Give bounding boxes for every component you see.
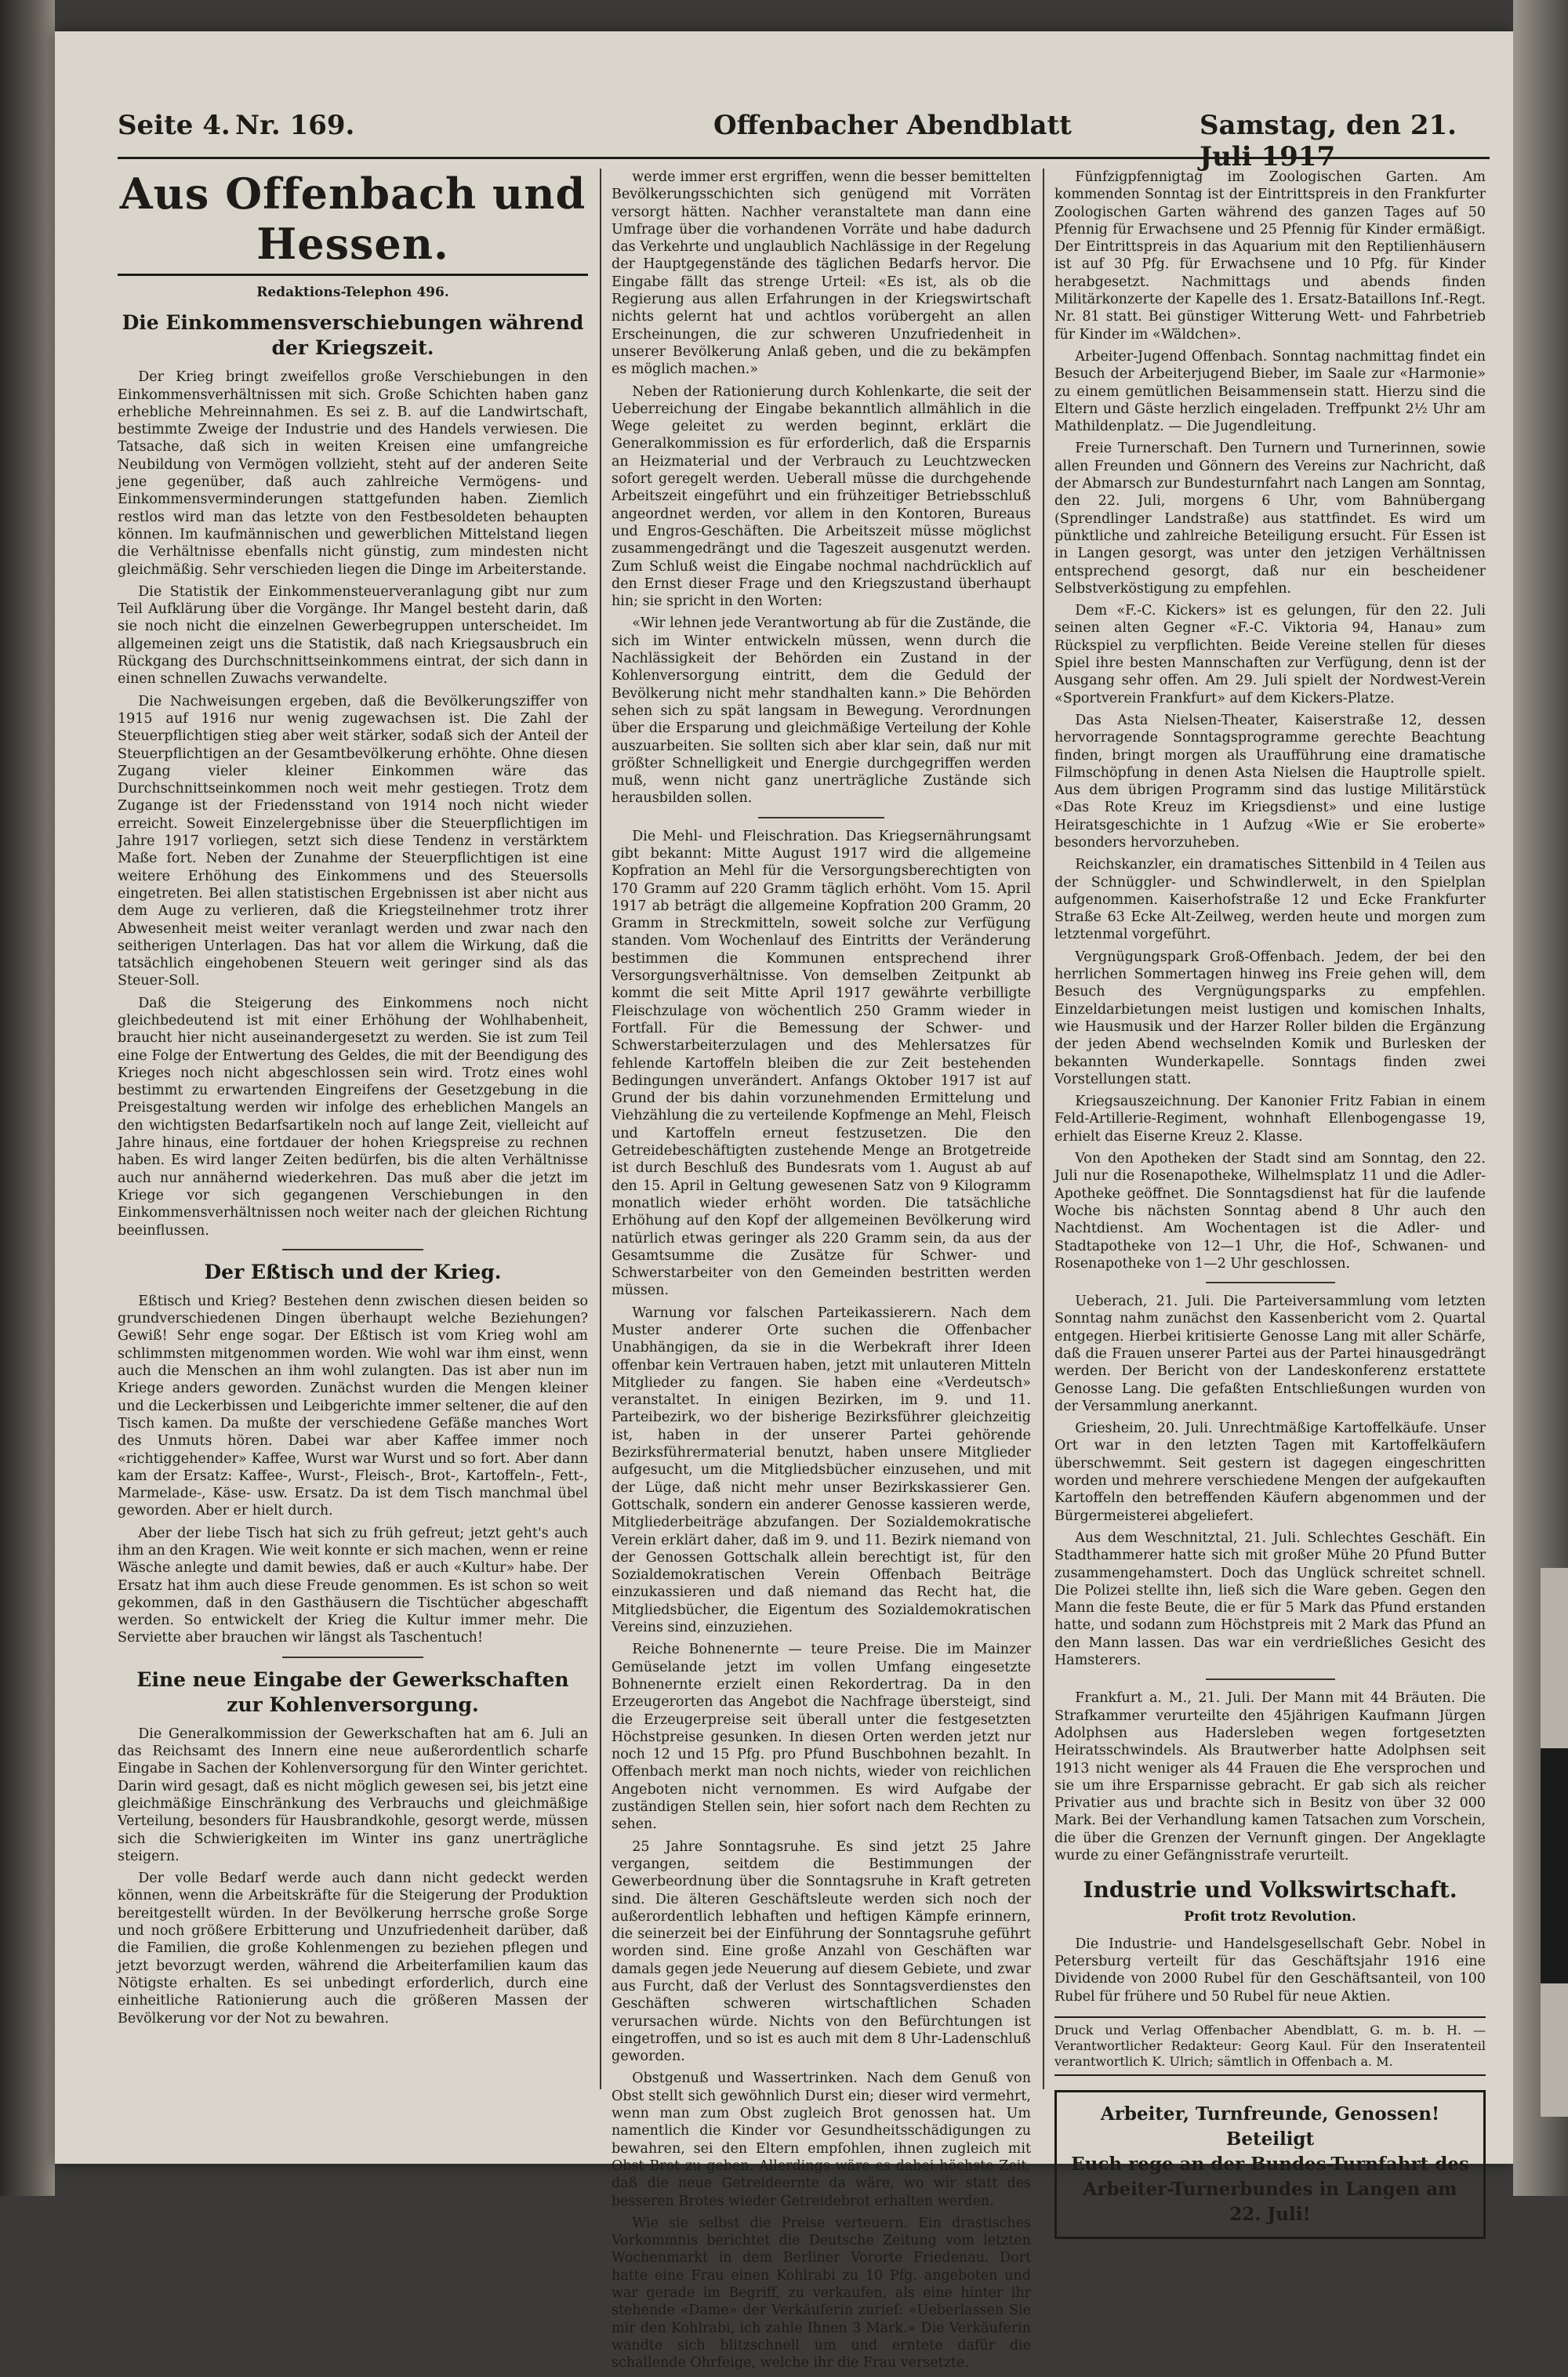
ad-line: Arbeiter-Turnerbundes in Langen am 22. Juli! bbox=[1083, 2178, 1457, 2225]
article-title-coal: Eine neue Eingabe der Gewerkschaften zur Kohlenversorgung. bbox=[136, 1668, 569, 1716]
article-paragraph: Die Industrie- und Handelsgesellschaft Gebr. Nobel in Petersburg verteilt für das Geschäftsjahr 1916 eine Dividende von 2000 Rubel für den Geschäftsanteil, von 100 Rubel für frühere und 50 Rubel für neue Aktien. bbox=[1054, 1936, 1486, 2005]
article-paragraph: Dem «F.-C. Kickers» ist es gelungen, für den 22. Juli seinen alten Gegner «F.-C. Viktoria 94, Hanau» zum Rückspiel zu verpflichten. Beide Vereine stellen für dieses Spiel ihre besten Mannschaften zur Verfügung, denn ist der Ausgang sehr offen. Am 29. Juli spielt der Nordwest-Verein «Sportverein Frankfurt» auf dem Kickers-Platze. bbox=[1054, 603, 1486, 706]
article-paragraph: Die Generalkommission der Gewerkschaften hat am 6. Juli an das Reichsamt des Innern eine neue außerordentlich scharfe Eingabe in Sachen der Kohlenversorgung für den Winter gerichtet. Darin wird gesagt, daß es nicht möglich gewesen sei, bis jetzt eine gleichmäßige Einschränkung des Verbrauchs und gleichmäßige Verteilung, besonders für Hausbrandkohle, gesorgt werde, müssen sich die Schwierigkeiten im Winter ins ganz unerträgliche steigern. bbox=[118, 1726, 588, 1864]
article-paragraph: werde immer erst ergriffen, wenn die besser bemittelten Bevölkerungsschichten sich genügend mit Vorräten versorgt hätten. Nachher veranstaltete man dann eine Umfrage über die vorhandenen Vorräte und habe dadurch das Verkehrte und unglaublich Nachlässige in der Regelung der Hauptgegenstände des täglichen Bedarfs hervor. Die Eingabe fällt das strenge Urteil: «Es ist, als ob die Regierung aus allen Erfahrungen in der Kriegswirtschaft nichts gelernt hat und achtlos vorübergeht an allen Erscheinungen, die zur schweren Unzufriedenheit in unserer Bevölkerung Anlaß geben, und die zu bekämpfen es möglich machen.» bbox=[612, 169, 1031, 378]
column-2 bbox=[612, 169, 1031, 2377]
separator bbox=[1206, 1282, 1335, 1283]
article-paragraph: Kriegsauszeichnung. Der Kanonier Fritz Fabian in einem Feld-Artillerie-Regiment, wohnhaft Ellenbogengasse 19, erhielt das Eiserne Kreuz 2. Klasse. bbox=[1054, 1094, 1486, 1145]
issue-number: Nr. 169. bbox=[235, 110, 355, 141]
article-paragraph: Vergnügungspark Groß-Offenbach. Jedem, der bei den herrlichen Sommertagen hinweg ins Freie gehen will, dem Besuch des Vergnügungsparks zu empfehlen. Einzeldarbietungen meist lustigen und komischen Inhalts, wie Hausmusik und der Harzer Roller bilden die Ergänzung der jeden Abend wechselnden Komik und Burlesken der bekannten Wunderkapelle. Sonntags finden zwei Vorstellungen statt. bbox=[1054, 949, 1486, 1087]
section-title: Aus Offenbach und Hessen. bbox=[118, 169, 588, 276]
separator bbox=[282, 1249, 423, 1250]
article-paragraph: Obstgenuß und Wassertrinken. Nach dem Genuß von Obst stellt sich gewöhnlich Durst ein; dieser wird vermehrt, wenn man zum Obst zugleich Brot genossen hat. Um namentlich die Kinder vor Gesundheitsschädigungen zu bewahren, sei den Eltern empfohlen, ihnen zugleich mit Obst Brot zu geben. Allerdings wäre es dabei höchste Zeit, daß die neue Getreideernte da wäre, wo wir statt des besseren Brotes wieder Getreidebrot erhalten werden. bbox=[612, 2070, 1031, 2209]
article-paragraph: Das Asta Nielsen-Theater, Kaiserstraße 12, dessen hervorragende Sonntagsprogramme gerechte Beachtung finden, bringt morgen als Uraufführung eine dramatische Filmschöpfung in denen Asta Nielsen die Hauptrolle spielt. Aus dem übrigen Programm sind das lustige Militärstück «Das Rote Kreuz im Kriegsdienst» und eine lustige Heiratsgeschichte in 1 Aufzug «Wie er Sie eroberte» besonders hervorzuheben. bbox=[1054, 712, 1486, 851]
imprint: Druck und Verlag Offenbacher Abendblatt, G. m. b. H. — Verantwortlicher Redakteur: Georg Kaul. Für den Inseratenteil verantwortlich K. Ulrich; sämtlich in Offenbach a. M. bbox=[1054, 2016, 1486, 2076]
article-paragraph: Die Mehl- und Fleischration. Das Kriegsernährungsamt gibt bekannt: Mitte August 1917 wird die allgemeine Kopfration an Mehl für die Versorgungsberechtigten von 170 Gramm auf 220 Gramm täglich erhöht. Vom 15. April 1917 ab beträgt die allgemeine Kopfration 200 Gramm, 20 Gramm in Streckmitteln, soweit solche zur Verfügung standen. Vom Wochenlauf des Eintritts der Veränderung bestimmen die Kommunen entsprechend ihrer Versorgungsverhältnisse. Von demselben Zeitpunkt ab kommt die seit Mitte April 1917 gewährte verbilligte Fleischzulage von wöchentlich 250 Gramm wieder in Fortfall. Für die Bemessung der Schwer- und Schwerstarbeiterzulagen und des Mehlersatzes für fehlende Kartoffeln bleiben die zur Zeit bestehenden Bedingungen unverändert. Anfangs Oktober 1917 ist auf Grund der bis dahin vorzunehmenden Ermittelung und Viehzählung die zu verteilende Kopfmenge an Mehl, Fleisch und Kartoffeln erneut festzusetzen. Die den Getreidebeschäftigten zustehende Menge an Brotgetreide ist durch Beschluß des Bundesrats vom 1. August ab auf den 15. April in Geltung gewesenen Satz von 9 Kilogramm monatlich wieder erhöht worden. Die tatsächliche Erhöhung auf den Kopf der allgemeinen Bevölkerung wird natürlich etwas geringer als 220 Gramm sein, da aus der Gesamtsumme die Zusätze für Schwer- und Schwerstarbeiter von den Gemeinden bestritten werden müssen. bbox=[612, 828, 1031, 1299]
issue-date: Samstag, den 21. Juli 1917 bbox=[1200, 110, 1457, 172]
article-paragraph: Aber der liebe Tisch hat sich zu früh gefreut; jetzt geht's auch ihm an den Kragen. Wie weit konnte er sich machen, wenn er reine Wäsche anlegte und damit bewies, daß er auch «Kultur» habe. Der Ersatz hat ihm auch diese Freude genommen. Es ist schon so weit gekommen, daß in den Gasthäusern die Tischtücher abgeschafft werden. So entwickelt der Krieg die Kultur immer mehr. Die Serviette aber brauchen wir längst als Taschentuch! bbox=[118, 1525, 588, 1646]
article-paragraph: Reiche Bohnenernte — teure Preise. Die im Mainzer Gemüselande jetzt im vollen Umfang eingesetzte Bohnenernte erzielt einen Rekordertrag. Da in den Erzeugerorten das Angebot die Nachfrage übersteigt, sind die Erzeugerpreise seit überall unter die festgesetzten Höchstpreise gesunken. In diesen Orten werden jetzt nur noch 12 und 15 Pfg. pro Pfund Buschbohnen bezahlt. In Offenbach merkt man noch nichts, wieder von reichlichen Angeboten nicht vernommen. Es wird Aufgabe der zuständigen Stellen sein, hier sofort nach dem Rechten zu sehen. bbox=[612, 1642, 1031, 1833]
separator bbox=[1206, 1678, 1335, 1680]
ad-line: Euch rege an der Bundes-Turnfahrt des bbox=[1071, 2153, 1469, 2175]
editorial-phone: Redaktions-Telephon 496. bbox=[256, 285, 449, 300]
article-paragraph: Die Statistik der Einkommensteuerveranlagung gibt nur zum Teil Aufklärung über die Vorgänge. Ihr Mangel besteht darin, daß sie noch nicht die einzelnen Gewerbegruppen unterscheidet. Im allgemeinen zeigt uns die Statistik, daß nach Kriegsausbruch ein Rückgang des Durchschnittseinkommens eintrat, der sich dann in einen schnellen Zuwachs verwandelte. bbox=[118, 583, 588, 688]
article-paragraph: Fünfzigpfennigtag im Zoologischen Garten. Am kommenden Sonntag ist der Eintrittspreis in den Frankfurter Zoologischen Garten während des ganzen Tages auf 50 Pfennig für Erwachsene und 25 Pfennig für Kinder ermäßigt. Der Eintrittspreis in das Aquarium mit den Reptilienhäusern ist auf 30 Pfg. für Erwachsene und 10 Pfg. für Kinder herabgesetzt. Nachmittags und abends finden Militärkonzerte der Kapelle des 1. Ersatz-Bataillons Inf.-Regt. Nr. 81 statt. Bei günstiger Witterung Wett- und Fahrbetrieb für Kinder im «Wäldchen». bbox=[1054, 169, 1486, 343]
advertisement-box bbox=[1054, 2090, 1486, 2239]
article-title-profit: Profit trotz Revolution. bbox=[1184, 1909, 1356, 1925]
separator bbox=[758, 817, 884, 818]
ad-line: Arbeiter, Turnfreunde, Genossen! Beteiligt bbox=[1100, 2103, 1440, 2150]
article-paragraph: Warnung vor falschen Parteikassierern. Nach dem Muster anderer Orte suchen die Offenbacher Unabhängigen, da sie in die Werbekraft ihrer Ideen offenbar kein Vertrauen haben, jetzt mit unlauteren Mitteln Mitglieder zu fangen. Sie haben eine «Verdeutsch» veranstaltet. In einigen Bezirken, im 9. und 11. Parteibezirk, wo der bisherige Bezirksführer gleichzeitig ist, haben in der unserer Partei gehörende Bezirksführermaterial benutzt, haben unsere Mitglieder aufgesucht, um die Mitgliedsbücher einzusehen, und mit der Lüge, daß nicht mehr unser Bezirkskassierer Gen. Gottschalk, sondern ein anderer Genosse kassieren werde, Mitgliederbeiträge abzufangen. Der Sozialdemokratische Verein erklärt daher, daß im 9. und 11. Bezirk niemand von der Genossen Gottschalk allein berechtigt ist, für den Sozialdemokratischen Verein Offenbach Beiträge einzukassieren und daß niemand das Recht hat, die Mitgliedsbücher, die Eigentum des Sozialdemokratischen Vereins sind, einzuziehen. bbox=[612, 1305, 1031, 1636]
masthead bbox=[118, 110, 1490, 172]
column-1 bbox=[118, 169, 588, 2032]
article-paragraph: Frankfurt a. M., 21. Juli. Der Mann mit 44 Bräuten. Die Strafkammer verurteilte den 45jährigen Kaufmann Jürgen Adolphsen aus Hadersleben wegen fortgesetzten Heiratsschwindels. Als Brautwerber hatte Adolphsen seit 1913 nicht weniger als 44 Frauen die Ehe versprochen und sie um ihre Ersparnisse gebracht. Er gab sich als reicher Privatier aus und brachte sich in Besitz von über 32 000 Mark. Bei der Verhandlung kamen Tatsachen zum Vorschein, die über die Grenzen der Vernunft gingen. Der Angeklagte wurde zu einer Gefängnisstrafe verurteilt. bbox=[1054, 1690, 1486, 1864]
article-paragraph: Reichskanzler, ein dramatisches Sittenbild in 4 Teilen aus der Schnüggler- und Schwindlerwelt, in den Spielplan aufgenommen. Kaiserhofstraße 12 und Ecke Frankfurter Straße 63 Ecke Alt-Zeilweg, werden heute und morgen zum letztenmal vorgeführt. bbox=[1054, 857, 1486, 943]
article-paragraph: Griesheim, 20. Juli. Unrechtmäßige Kartoffelkäufe. Unser Ort war in den letzten Tagen mit Kartoffelkäufern überschwemmt. Seit gestern ist dagegen eingeschritten worden und mehrere verschiedene Mengen der aufgekauften Kartoffeln den betreffenden Käufern abgenommen und der Bürgermeisterei abgeliefert. bbox=[1054, 1421, 1486, 1524]
column-rule-1 bbox=[600, 169, 601, 2089]
column-3 bbox=[1054, 169, 1486, 2239]
page-number: Seite 4. bbox=[118, 110, 230, 141]
section-title-industry: Industrie und Volkswirtschaft. bbox=[1083, 1877, 1457, 1903]
article-paragraph: Eßtisch und Krieg? Bestehen denn zwischen diesen beiden so grundverschiedenen Dingen überhaupt welche Beziehungen? Gewiß! Sehr enge sogar. Der Eßtisch ist vom Krieg wohl am schlimmsten mitgenommen worden. Wie wohl war ihm einst, wenn auch die Menschen an ihm wohl zulangten. Das ist aber nun im Kriege anders geworden. Zunächst wurden die Mengen kleiner und die Leckerbissen und Leibgerichte immer seltener, die auf den Tisch kamen. Da mußte der verschiedene Gefäße manches Wort des Unmuts hören. Dabei war aber Kaffee immer noch «richtiggehender» Kaffee, Wurst war Wurst und so fort. Aber dann kam der Ersatz: Kaffee-, Wurst-, Fleisch-, Brot-, Kartoffeln-, Fett-, Marmelade-, Käse- usw. Ersatz. Da ist dem Tisch manchmal übel geworden. Aber er hielt durch. bbox=[118, 1293, 588, 1519]
article-paragraph: Ueberach, 21. Juli. Die Parteiversammlung vom letzten Sonntag nahm zunächst den Kassenbericht vom 2. Quartal entgegen. Hierbei kritisierte Genosse Lang mit aller Schärfe, daß die Frauen unserer Partei aus der Partei hinausgedrängt werden. Der Bericht von der Landeskonferenz erstattete Genosse Lang. Die gefaßten Entschließungen wurden von der Versammlung anerkannt. bbox=[1054, 1294, 1486, 1414]
article-paragraph: «Wir lehnen jede Verantwortung ab für die Zustände, die sich im Winter entwickeln müssen, wenn durch die Nachlässigkeit der Behörden ein Zustand in der Kohlenversorgung eintritt, dem die Geduld der Bevölkerung nicht mehr standhalten kann.» Die Behörden sehen sich zu spät langsam in Bewegung. Verordnungen über die Ersparung und gleichmäßige Verteilung der Kohle auszuarbeiten. Sie sollten sich aber klar sein, daß nur mit größter Schnelligkeit und Energie durchgegriffen werden muß, wenn nicht ganz unerträgliche Zustände sich herausbilden sollen. bbox=[612, 615, 1031, 807]
article-paragraph: Die Nachweisungen ergeben, daß die Bevölkerungsziffer von 1915 auf 1916 nur wenig zugewachsen ist. Die Zahl der Steuerpflichtigen stieg aber weit stärker, sodaß sich der Anteil der Steuerpflichtigen an der Gesamtbevölkerung erhöhte. Ohne diesen Zugang vieler kleiner Einkommen wäre das Durchschnittseinkommen noch weit mehr gestiegen. Trotz dem Zugange ist der Friedensstand von 1914 noch nicht wieder erreicht. Soweit Einzelergebnisse über die Steuerpflichtigen im Jahre 1917 vorliegen, setzt sich diese Tendenz in verstärktem Maße fort. Neben der Zunahme der Steuerpflichtigen ist eine weitere Erhöhung des Einkommens und des Steuersolls eingetreten. Bei allen statistischen Ergebnissen ist aber nicht aus dem Auge zu verlieren, daß die Kriegsteilnehmer trotz ihrer Abwesenheit meist weiter veranlagt werden und zwar nach den seitherigen Unterlagen. Das hat vor allem die Wirkung, daß die tatsächlich eingehobenen Steuern weit geringer sind als das Steuer-Soll. bbox=[118, 693, 588, 989]
column-rule-2 bbox=[1043, 169, 1044, 2089]
next-page-dark-block bbox=[1541, 1748, 1568, 1983]
article-paragraph: Der Krieg bringt zweifellos große Verschiebungen in den Einkommensverhältnissen mit sich. Große Schichten haben ganz erhebliche Mehreinnahmen. Es sei z. B. auf die Landwirtschaft, bestimmte Zweige der Industrie und des Handels verwiesen. Die Tatsache, daß sich in weiten Kreisen eine umfangreiche Neubildung von Vermögen vollzieht, steht auf der anderen Seite jene gegenüber, daß auch zahlreiche Vermögens- und Einkommensverminderungen stattgefunden haben. Ziemlich restlos wird man das letzte von den Festbesoldeten behaupten können. Im kaufmännischen und gewerblichen Mittelstand liegen die Verhältnisse ebenfalls nicht günstig, zum mindesten nicht gleichmäßig. Sehr verschieden liegen die Dinge im Arbeiterstande. bbox=[118, 369, 588, 578]
newspaper-name: Offenbacher Abendblatt bbox=[713, 110, 1072, 141]
article-paragraph: Wie sie selbst die Preise verteuern. Ein drastisches Vorkommnis berichtet die Deutsche Zeitung vom letzten Wochenmarkt in dem Berliner Vororte Friedenau. Dort hatte eine Frau einen Kohlrabi zu 10 Pfg. angeboten und war gerade im Begriff, zu verkaufen, als eine hinter ihr stehende «Dame» der Verkäuferin zurief: «Ueberlassen Sie mir den Kohlrabi, ich zahle Ihnen 3 Mark.» Die Verkäuferin wandte sich blitzschnell um und erntete dafür die schallende Ohrfeige, welche ihr die Frau versetzte. bbox=[612, 2215, 1031, 2372]
article-paragraph: Freie Turnerschaft. Den Turnern und Turnerinnen, sowie allen Freunden und Gönnern des Vereins zur Nachricht, daß der Abmarsch zur Bundesturnfahrt nach Langen am Sonntag, den 22. Juli, morgens 6 Uhr, vom Bahnübergang (Sprendlinger Landstraße) aus stattfindet. Es wird um pünktliche und zahlreiche Beteiligung ersucht. Für Essen ist in Langen gesorgt, was unter den jetzigen Verhältnissen entsprechend gesorgt, daß nur ein bescheidener Selbstverköstigung zu empfehlen. bbox=[1054, 441, 1486, 597]
article-paragraph: Aus dem Weschnitztal, 21. Juli. Schlechtes Geschäft. Ein Stadthammerer hatte sich mit großer Mühe 20 Pfund Butter zusammengehamstert. Doch das Unglück schreitet schnell. Die Polizei stellte ihn, ließ sich die Ware geben. Gegen den Mann die feste Beute, die er für 5 Mark das Pfund erstanden hatte, und sodann zum Höchstpreis mit 2 Mark das Pfund an den Mann lassen. Das war ein verdrießliches Gesicht des Hamsterers. bbox=[1054, 1530, 1486, 1669]
masthead-rule bbox=[118, 157, 1490, 159]
article-title-income: Die Einkommensverschiebungen während der Kriegszeit. bbox=[122, 311, 584, 360]
article-paragraph: Daß die Steigerung des Einkommens noch nicht gleichbedeutend ist mit einer Erhöhung der Wohlhabenheit, braucht hier nicht auseinandergesetzt zu werden. Sie ist zum Teil eine Folge der Entwertung des Geldes, die mit der Beendigung des Krieges noch nicht abgeschlossen sein wird. Trotz eines wohl bestimmt zu erwartenden Eingreifens der Gesetzgebung in die Preisgestaltung werden wir infolge des erheblichen Mangels an den wichtigsten Bedarfsartikeln noch auf lange Zeit, vielleicht auf Jahre hinaus, eine fortdauer der hohen Kriegspreise zu rechnen haben. Es wird langer Zeiten bedürfen, bis die alten Verhältnisse auch nur annähernd wiederkehren. Das muß aber die jetzt im Kriege vor sich gegangenen Verschiebungen in den Einkommensverhältnissen noch weiter nach der gleichen Richtung beeinflussen. bbox=[118, 995, 588, 1239]
article-paragraph: 25 Jahre Sonntagsruhe. Es sind jetzt 25 Jahre vergangen, seitdem die Bestimmungen der Gewerbeordnung über die Sonntagsruhe in Kraft getreten sind. Die älteren Geschäftsleute werden sich noch der außerordentlich lebhaften und heftigen Kämpfe erinnern, die seinerzeit bei der Einführung der Sonntagsruhe geführt worden sind. Eine große Anzahl von Geschäften war damals gegen jede Neuerung auf diesem Gebiete, und zwar aus Furcht, daß der Verlust des Sonntagsverdienstes den Geschäften schweren wirtschaftlichen Schaden verursachen würde. Nichts von den Befürchtungen ist eingetroffen, und so ist es auch mit dem 8 Uhr-Ladenschluß geworden. bbox=[612, 1838, 1031, 2065]
binding-shadow bbox=[0, 0, 55, 2196]
article-paragraph: Neben der Rationierung durch Kohlenkarte, die seit der Ueberreichung der Eingabe bekanntlich allmählich in die Wege geleitet zu werden beginnt, erklärt die Generalkommission es für erforderlich, daß die Ersparnis an Heizmaterial und der Verbrauch zu Leuchtzwecken sofort geregelt werden. Ueberall müsse die durchgehende Arbeitszeit eingeführt und ein frühzeitiger Betriebsschluß angeordnet werden, vor allem in den Kontoren, Bureaus und Engros-Geschäften. Die Arbeitszeit müsse möglichst zusammengedrängt und die Tageszeit ausgenutzt werden. Zum Schluß weist die Eingabe nochmal nachdrücklich auf den Ernst dieser Frage und den Kriegszustand überhaupt hin; sie spricht in den Worten: bbox=[612, 383, 1031, 610]
article-title-dining-table: Der Eßtisch und der Krieg. bbox=[204, 1260, 502, 1283]
article-paragraph: Arbeiter-Jugend Offenbach. Sonntag nachmittag findet ein Besuch der Arbeiterjugend Bieber, im Saale zur «Harmonie» zu einem gemütlichen Beisammensein statt. Hierzu sind die Eltern und Gäste herzlich eingeladen. Treffpunkt 2½ Uhr am Mathildenplatz. — Die Jugendleitung. bbox=[1054, 348, 1486, 435]
article-paragraph: Von den Apotheken der Stadt sind am Sonntag, den 22. Juli nur die Rosenapotheke, Wilhelmsplatz 11 und die Adler-Apotheke geöffnet. Die Sonntagsdienst hat für die laufende Woche bis nächsten Sonntag abend 8 Uhr auch den Nachtdienst. Am Wochentagen ist die Adler- und Stadtapotheke von 12—1 Uhr, die Hof-, Schwanen- und Rosenapotheke von 1—2 Uhr geschlossen. bbox=[1054, 1151, 1486, 1272]
separator bbox=[282, 1657, 423, 1658]
article-paragraph: Der volle Bedarf werde auch dann nicht gedeckt werden können, wenn die Arbeitskräfte für die Steigerung der Produktion bereitgestellt würden. In der Bevölkerung herrsche große Sorge und noch größere Erbitterung und Unzufriedenheit darüber, daß die Familien, die große Kohlenmengen zu beziehen pflegen und jetzt bevorzugt werden, während die Arbeiterfamilien kaum das Nötigste erhalten. Es sei unbedingt erforderlich, durch eine einheitliche Rationierung auch die größeren Massen der Bevölkerung vor der Not zu bewahren. bbox=[118, 1871, 588, 2027]
